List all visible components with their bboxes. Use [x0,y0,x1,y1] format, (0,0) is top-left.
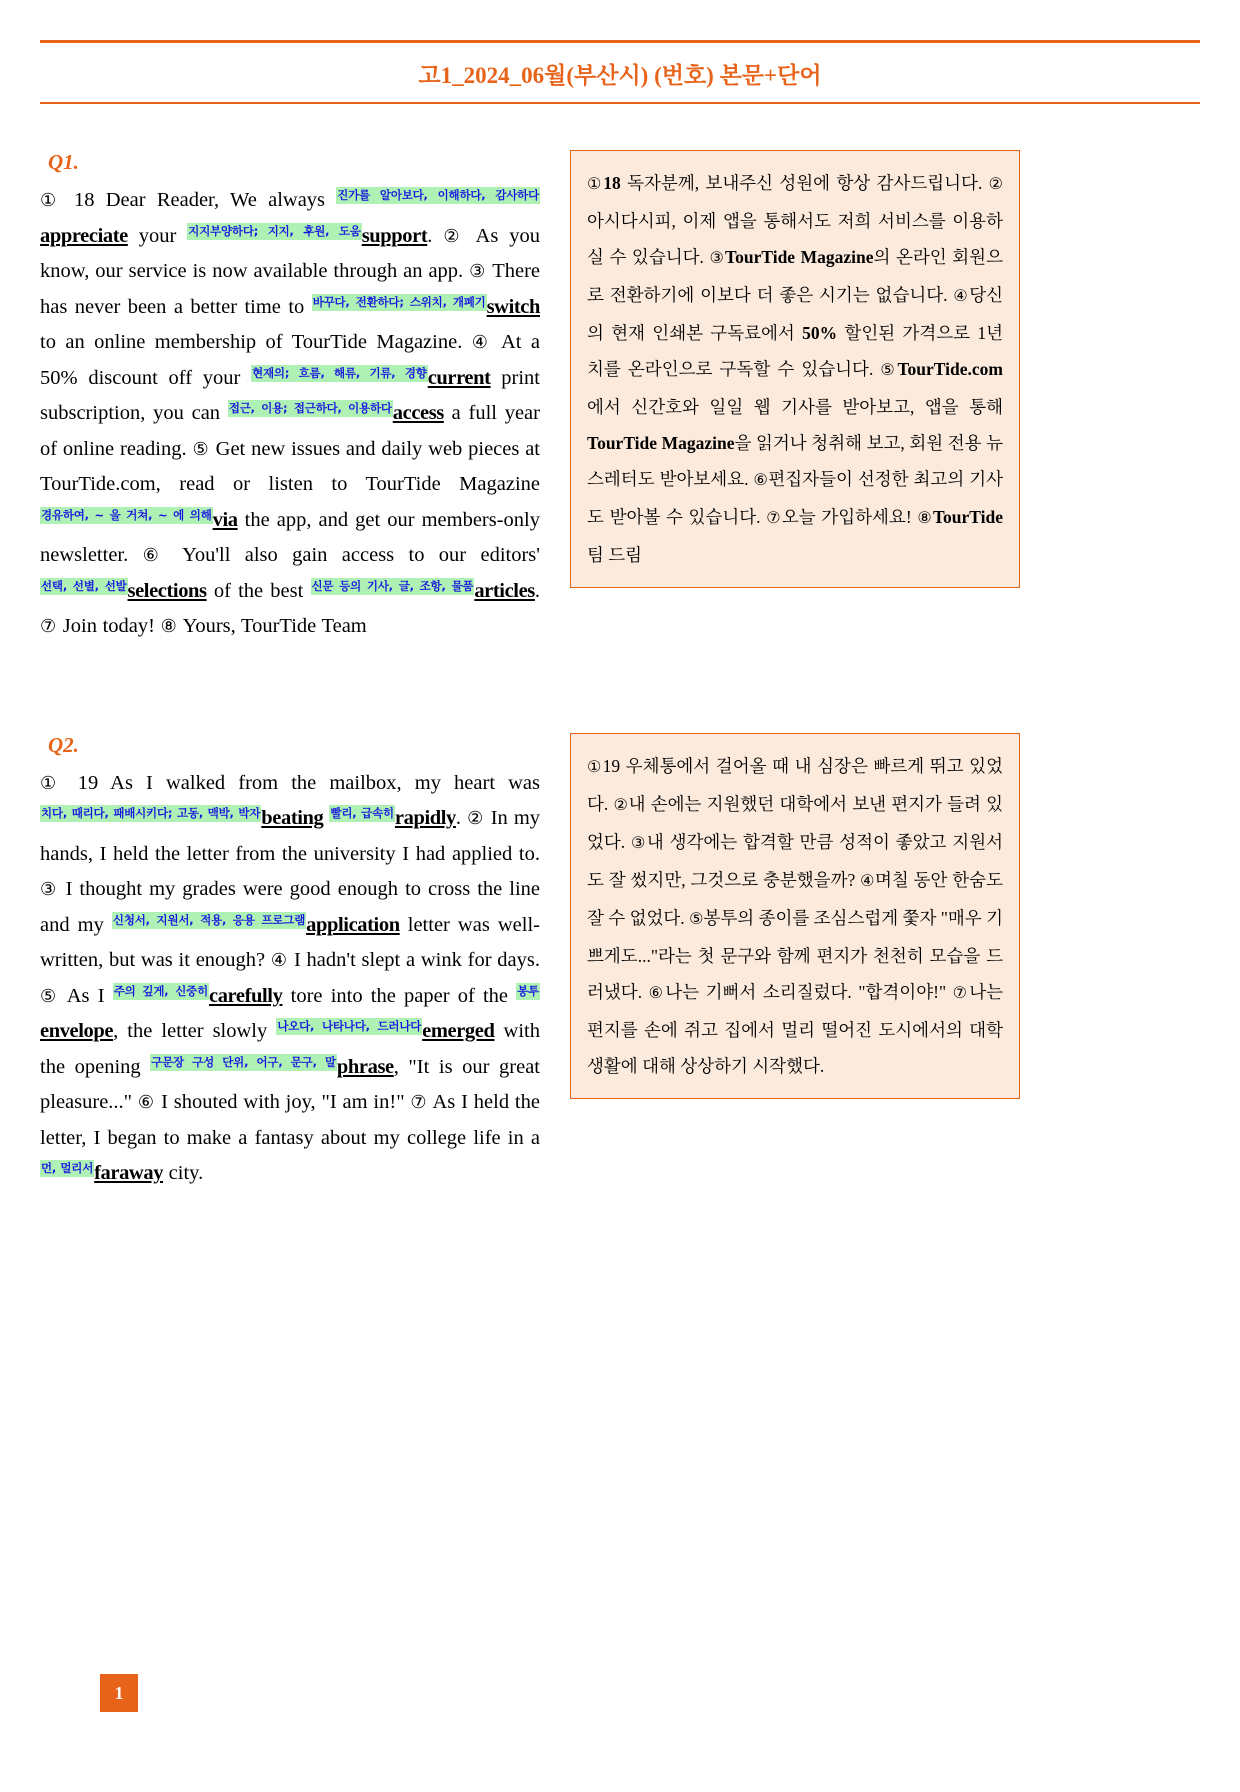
body-text: 내 손에는 지원했던 대학에서 보낸 편지가 들려 있었다. [587,793,1003,852]
body-text: 아시다시피, 이제 앱을 통해서도 저희 서비스를 이용하실 수 있습니다. [587,211,1003,267]
body-text: the app, and get our members-only newsletter. [40,508,540,566]
sentence-number: ② [443,225,465,246]
sentence-number: ② [988,176,1003,193]
vocab-gloss: 신문 등의 기사, 글, 조항, 물품 [311,578,474,593]
translation-column-2 [570,733,1020,1099]
vocab-word: via [212,508,238,531]
page-header [40,40,1200,104]
emphasis-text: 18 [603,173,621,193]
body-text: . [534,579,540,602]
body-text: You'll also gain access to our editors' [168,544,540,566]
body-text: 19 As I walked from the mailbox, my heart was [64,771,540,794]
vocab-word: switch [486,295,540,318]
body-text: 며칠 동안 한숨도 잘 수 없었다. [587,869,1003,928]
vocab-gloss: 먼, 멀리서 [41,1161,94,1175]
sentence-number: ③ [709,250,726,267]
body-text: letter was well-written, but was it enough? [40,913,540,971]
vocab-word: beating [261,807,324,829]
body-text: As I [59,984,113,1007]
sentence-number: ③ [40,879,58,899]
vocab-gloss: 신청서, 지원서, 적용, 응용 프로그램 [112,912,306,927]
body-text: I shouted with joy, "I am in!" [155,1091,411,1113]
sentence-number: ④ [953,288,970,305]
korean-translation-box-1 [570,150,1020,588]
sentence-number: ⑤ [40,985,59,1006]
emphasis-text: TourTide Magazine [725,247,874,267]
vocab-word: selections [127,579,207,602]
vocab-word: carefully [209,984,283,1007]
sentence-number: ⑥ [137,1092,155,1112]
body-text: 봉투의 종이를 조심스럽게 쭟자 "매우 기쁘게도..."라는 첫 문구와 함께 편지가 천천히 모습을 드러냈다. [587,907,1004,1002]
body-text: I thought my grades were good enough to cross the line and my [40,878,540,936]
vocab-word: envelope [40,1020,114,1042]
vocab-gloss: 지지부양하다; 지지, 후원, 도움 [188,223,361,238]
vocab-gloss: 봉투 [517,983,540,998]
english-passage-2 [40,766,540,1192]
vocab-gloss: 주의 깊게, 신중히 [113,983,208,998]
sentence-number: ⑤ [880,362,898,379]
body-text: . [427,224,444,247]
body-text: with the opening [40,1020,540,1078]
sentence-number: ① [587,176,604,193]
vocab-gloss: 빨리, 급속히 [330,806,394,820]
body-text: 할인된 가격으로 1년 치를 온라인으로 구독할 수 있습니다. [587,323,1003,379]
vocab-gloss: 나오다, 나타나다, 드러나다 [277,1019,422,1033]
korean-translation-box-2 [570,733,1020,1099]
vocab-word: access [392,402,444,424]
body-text: 18 Dear Reader, We always [62,189,337,211]
content-area [40,104,1200,1192]
body-text: of the best [206,579,311,602]
vocab-gloss: 구문장 구성 단위, 어구, 문구, 말 [151,1054,336,1069]
body-text: 당신의 현재 인쇄본 구독료에서 [587,285,1004,343]
body-text: , the letter slowly [113,1020,277,1042]
body-text: I hadn't slept a wink for days. [288,949,540,971]
body-text: 에서 신간호와 일일 웹 기사를 받아보고, 앱을 통해 [587,397,1003,417]
sentence-number: ⑦ [40,616,57,636]
vocab-word: application [306,913,400,936]
body-text: city. [163,1162,204,1184]
body-text: 을 읽거나 청취해 보고, 회원 전용 뉴스레터도 받아보세요. [587,433,1004,489]
question-block-2 [40,733,1200,1192]
body-text: 의 온라인 회원으로 전환하기에 이보다 더 좋은 시기는 없습니다. [587,247,1003,305]
translation-column-1 [570,150,1020,588]
body-text: Get new issues and daily web pieces at TourTide.com, read or listen to TourTide Magazine [40,437,540,495]
passage-column-1 [40,150,540,645]
body-text: At a 50% discount off your [40,331,540,389]
vocab-word: appreciate [40,224,128,247]
sentence-number: ⑤ [689,910,704,928]
body-text: . [455,807,468,829]
vocab-gloss: 접근, 이용; 접근하다, 이용하다 [228,401,392,415]
body-text: 오늘 가입하세요! [781,507,918,527]
emphasis-text: TourTide [932,507,1004,527]
body-text: As you know, our service is now available through an app. [40,224,541,282]
vocab-gloss: 경유하여, ~ 을 거쳐, ~ 에 의해 [41,507,212,522]
body-text: 내 생각에는 합격할 만큼 성적이 좋았고 지원서도 잘 썼지만, 그것으로 충분했을까? [587,831,1004,890]
body-text: In my hands, I held the letter from the university I had applied to. [40,807,541,865]
body-text: 편집자들이 선정한 최고의 기사도 받아볼 수 있습니다. [587,469,1004,527]
sentence-number: ⑦ [410,1092,427,1112]
body-text: 나는 기뻐서 소리질렀다. "합격이야!" [665,981,953,1002]
body-text: a full year of online reading. [40,402,540,460]
emphasis-text: 50% [802,323,838,343]
body-text: , "It is our great pleasure..." [40,1055,540,1113]
sentence-number: ⑥ [142,545,168,565]
page-title: 고1_2024_06월(부산시) (번호) 본문+단어 [418,63,822,88]
english-passage-1 [40,183,540,645]
body-text: 독자분께, 보내주신 성원에 항상 감사드립니다. [620,173,989,193]
body-text: Join today! [57,615,161,637]
emphasis-text: TourTide.com [897,359,1003,379]
body-text: 팀 드림 [587,545,643,565]
question-block-1 [40,150,1200,645]
body-text: 나는 편지를 손에 쥐고 집에서 멀리 떨어진 도시에서의 대학 생활에 대해 상상하기 시작했다. [587,981,1004,1076]
sentence-number: ④ [471,332,492,352]
vocab-word: phrase [336,1055,394,1078]
vocab-gloss: 현재의; 흐름, 해류, 기류, 경향 [252,365,427,380]
sentence-number: ① [40,190,62,210]
sentence-number: ⑦ [766,510,782,527]
vocab-word: current [427,366,491,389]
body-text: As I held the letter, I began to make a fantasy about my college life in a [40,1091,540,1149]
vocab-gloss: 치다, 때리다, 패배시키다; 고동, 맥박, 박자 [41,806,261,820]
page-number-badge: 1 [100,1674,138,1712]
question-label-2: Q2. [48,732,79,757]
body-text: your [127,224,188,247]
body-text: 19 우체통에서 걸어올 때 내 심장은 빠르게 뛰고 있었다. [587,755,1003,814]
body-text: tore into the paper of the [282,984,517,1007]
body-text: There has never been a better time to [40,260,540,318]
vocab-gloss: 바꾸다, 전환하다; 스위치, 개폐기 [312,294,486,309]
sentence-number: ② [467,808,484,828]
vocab-gloss: 진가를 알아보다, 이해하다, 감사하다 [337,188,539,202]
sentence-number: ③ [469,261,486,281]
vocab-word: rapidly [394,807,456,829]
vocab-word: support [361,224,428,247]
sentence-number: ① [40,772,64,793]
question-label-1: Q1. [48,150,79,174]
sentence-number: ① [587,758,603,776]
emphasis-text: TourTide Magazine [587,433,735,453]
vocab-word: faraway [94,1162,164,1184]
vocab-word: emerged [422,1020,495,1042]
sentence-number: ⑧ [917,510,933,527]
sentence-number: ⑥ [648,984,666,1002]
sentence-number: ⑦ [952,984,970,1002]
body-text: Yours, TourTide Team [177,615,367,637]
sentence-number: ⑥ [753,472,769,489]
passage-column-2 [40,733,540,1192]
body-text: print subscription, you can [40,366,541,424]
vocab-gloss: 선택, 선별, 선발 [41,578,127,593]
sentence-number: ④ [270,950,288,970]
sentence-number: ② [613,796,629,814]
body-text: to an online membership of TourTide Magazine. [40,331,472,353]
sentence-number: ⑤ [192,438,209,459]
document-page [0,40,1240,1792]
vocab-word: articles [474,579,535,602]
sentence-number: ④ [860,872,875,890]
sentence-number: ⑧ [160,616,177,636]
sentence-number: ③ [631,834,647,852]
